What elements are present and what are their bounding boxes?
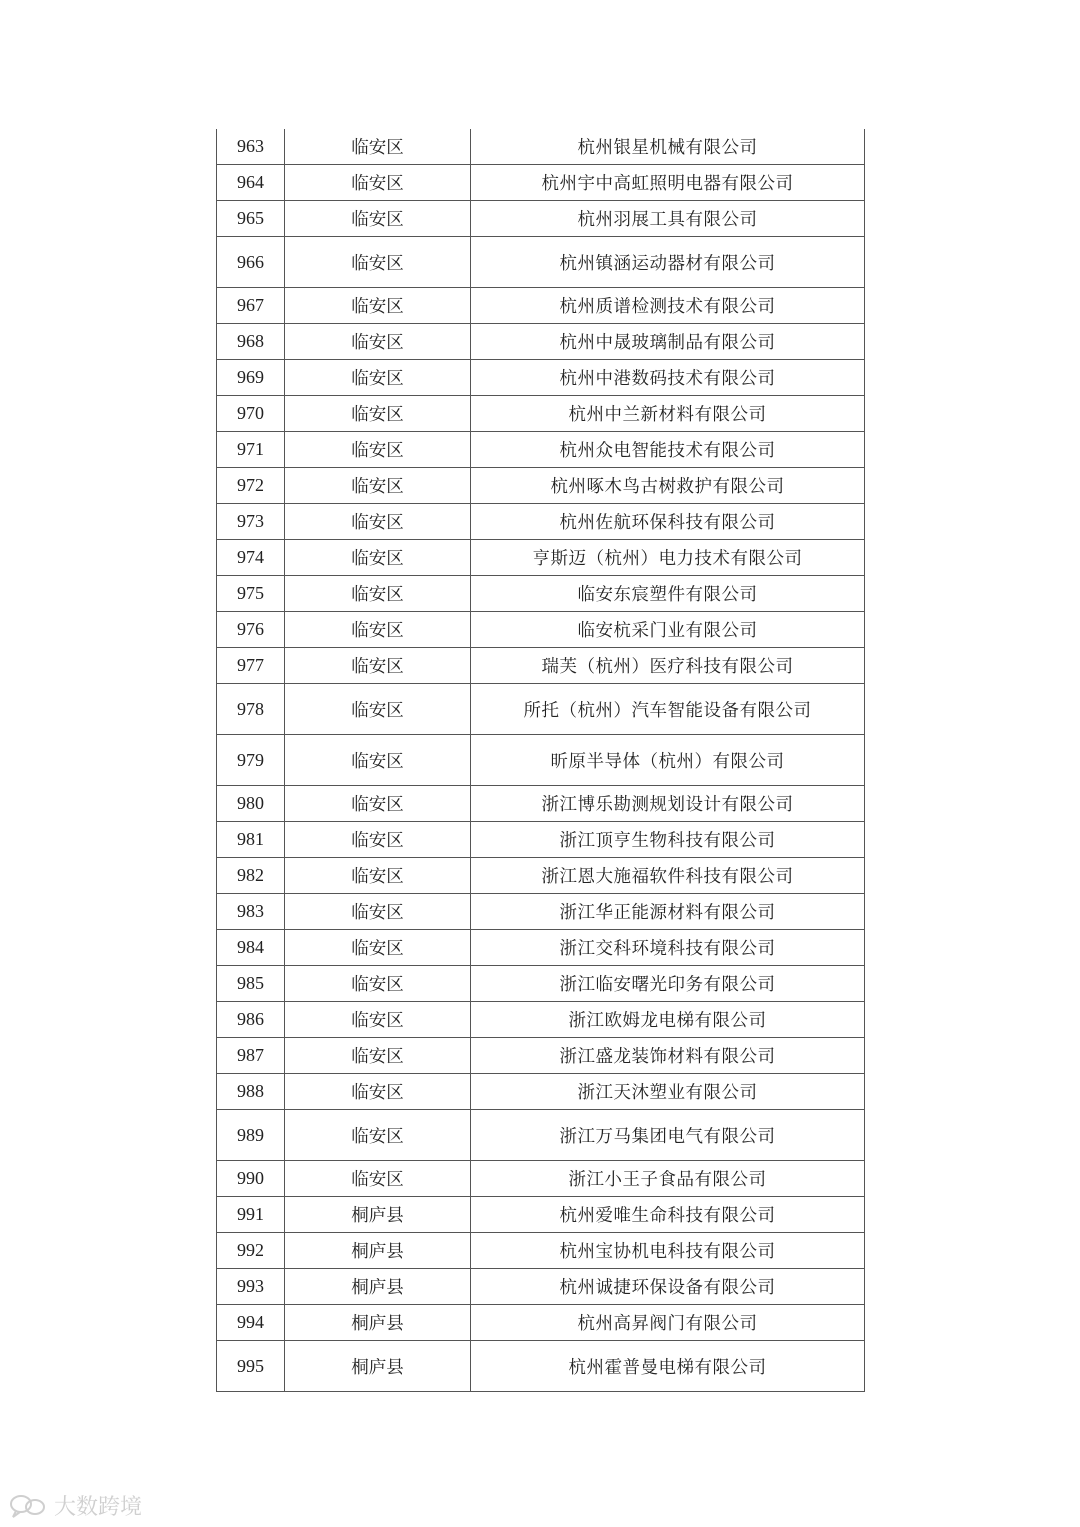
table-row (217, 648, 865, 684)
company-name-cell: 所托（杭州）汽车智能设备有限公司 (471, 684, 865, 735)
table-row (217, 930, 865, 966)
company-name-cell: 浙江欧姆龙电梯有限公司 (471, 1002, 865, 1038)
district-cell: 临安区 (285, 894, 471, 930)
table-row (217, 894, 865, 930)
row-number-cell: 994 (217, 1305, 285, 1341)
row-number-cell: 965 (217, 201, 285, 237)
company-name-cell: 浙江万马集团电气有限公司 (471, 1110, 865, 1161)
district-cell: 临安区 (285, 324, 471, 360)
row-number-cell: 973 (217, 504, 285, 540)
district-cell: 临安区 (285, 966, 471, 1002)
company-name-cell: 临安杭采门业有限公司 (471, 612, 865, 648)
district-cell: 临安区 (285, 540, 471, 576)
row-number-cell: 968 (217, 324, 285, 360)
row-number-cell: 969 (217, 360, 285, 396)
company-name-cell: 浙江顶亨生物科技有限公司 (471, 822, 865, 858)
row-number-cell: 989 (217, 1110, 285, 1161)
table-row (217, 324, 865, 360)
company-name-cell: 杭州高昇阀门有限公司 (471, 1305, 865, 1341)
district-cell: 临安区 (285, 468, 471, 504)
row-number-cell: 967 (217, 288, 285, 324)
district-cell: 临安区 (285, 1161, 471, 1197)
table-row (217, 576, 865, 612)
company-name-cell: 杭州镇涵运动器材有限公司 (471, 237, 865, 288)
district-cell: 桐庐县 (285, 1305, 471, 1341)
table-row (217, 288, 865, 324)
company-name-cell: 临安东宸塑件有限公司 (471, 576, 865, 612)
table-row (217, 396, 865, 432)
company-name-cell: 浙江华正能源材料有限公司 (471, 894, 865, 930)
company-name-cell: 杭州宝协机电科技有限公司 (471, 1233, 865, 1269)
row-number-cell: 995 (217, 1341, 285, 1392)
district-cell: 临安区 (285, 504, 471, 540)
table-row (217, 432, 865, 468)
company-name-cell: 杭州质谱检测技术有限公司 (471, 288, 865, 324)
district-cell: 临安区 (285, 858, 471, 894)
district-cell: 桐庐县 (285, 1269, 471, 1305)
table-body (217, 129, 865, 1392)
table-row (217, 684, 865, 735)
district-cell: 临安区 (285, 576, 471, 612)
table-row (217, 468, 865, 504)
company-name-cell: 昕原半导体（杭州）有限公司 (471, 735, 865, 786)
district-cell: 临安区 (285, 612, 471, 648)
row-number-cell: 984 (217, 930, 285, 966)
company-name-cell: 亨斯迈（杭州）电力技术有限公司 (471, 540, 865, 576)
company-name-cell: 杭州宇中高虹照明电器有限公司 (471, 165, 865, 201)
row-number-cell: 971 (217, 432, 285, 468)
company-name-cell: 杭州中晟玻璃制品有限公司 (471, 324, 865, 360)
district-cell: 临安区 (285, 1074, 471, 1110)
district-cell: 临安区 (285, 684, 471, 735)
watermark (8, 1490, 142, 1521)
district-cell: 临安区 (285, 1110, 471, 1161)
company-name-cell: 杭州银星机械有限公司 (471, 129, 865, 165)
watermark-text: 大数跨境 (54, 1495, 143, 1520)
row-number-cell: 993 (217, 1269, 285, 1305)
table-row (217, 129, 865, 165)
company-name-cell: 浙江恩大施福软件科技有限公司 (471, 858, 865, 894)
table-row (217, 1269, 865, 1305)
company-name-cell: 浙江小王子食品有限公司 (471, 1161, 865, 1197)
company-name-cell: 浙江临安曙光印务有限公司 (471, 966, 865, 1002)
row-number-cell: 983 (217, 894, 285, 930)
company-name-cell: 杭州佐航环保科技有限公司 (471, 504, 865, 540)
district-cell: 桐庐县 (285, 1341, 471, 1392)
table-row (217, 966, 865, 1002)
table-row (217, 735, 865, 786)
table-row (217, 1305, 865, 1341)
table-row (217, 1233, 865, 1269)
table-row (217, 1161, 865, 1197)
table-row (217, 237, 865, 288)
row-number-cell: 970 (217, 396, 285, 432)
row-number-cell: 979 (217, 735, 285, 786)
row-number-cell: 981 (217, 822, 285, 858)
row-number-cell: 977 (217, 648, 285, 684)
district-cell: 临安区 (285, 930, 471, 966)
table-row (217, 540, 865, 576)
table-row (217, 786, 865, 822)
company-name-cell: 杭州众电智能技术有限公司 (471, 432, 865, 468)
row-number-cell: 976 (217, 612, 285, 648)
row-number-cell: 978 (217, 684, 285, 735)
table-row (217, 1197, 865, 1233)
district-cell: 临安区 (285, 396, 471, 432)
company-name-cell: 杭州爱唯生命科技有限公司 (471, 1197, 865, 1233)
table-row (217, 1110, 865, 1161)
company-name-cell: 浙江交科环境科技有限公司 (471, 930, 865, 966)
company-name-cell: 杭州中港数码技术有限公司 (471, 360, 865, 396)
table-row (217, 822, 865, 858)
row-number-cell: 964 (217, 165, 285, 201)
row-number-cell: 991 (217, 1197, 285, 1233)
company-name-cell: 浙江博乐勘测规划设计有限公司 (471, 786, 865, 822)
district-cell: 桐庐县 (285, 1197, 471, 1233)
company-name-cell: 瑞芙（杭州）医疗科技有限公司 (471, 648, 865, 684)
row-number-cell: 992 (217, 1233, 285, 1269)
table-row (217, 612, 865, 648)
table-row (217, 1074, 865, 1110)
table-row (217, 360, 865, 396)
row-number-cell: 980 (217, 786, 285, 822)
district-cell: 临安区 (285, 165, 471, 201)
district-cell: 临安区 (285, 288, 471, 324)
district-cell: 临安区 (285, 237, 471, 288)
row-number-cell: 985 (217, 966, 285, 1002)
district-cell: 临安区 (285, 735, 471, 786)
row-number-cell: 972 (217, 468, 285, 504)
company-name-cell: 杭州诚捷环保设备有限公司 (471, 1269, 865, 1305)
table-row (217, 1341, 865, 1392)
district-cell: 临安区 (285, 648, 471, 684)
district-cell: 临安区 (285, 360, 471, 396)
district-cell: 临安区 (285, 1038, 471, 1074)
district-cell: 临安区 (285, 432, 471, 468)
table-row (217, 1038, 865, 1074)
district-cell: 桐庐县 (285, 1233, 471, 1269)
row-number-cell: 963 (217, 129, 285, 165)
company-name-cell: 浙江天沐塑业有限公司 (471, 1074, 865, 1110)
row-number-cell: 990 (217, 1161, 285, 1197)
row-number-cell: 987 (217, 1038, 285, 1074)
district-cell: 临安区 (285, 129, 471, 165)
table-row (217, 504, 865, 540)
company-list-table (216, 129, 865, 1392)
row-number-cell: 982 (217, 858, 285, 894)
chat-bubbles-logo-icon (8, 1492, 48, 1520)
district-cell: 临安区 (285, 201, 471, 237)
company-name-cell: 杭州霍普曼电梯有限公司 (471, 1341, 865, 1392)
table-row (217, 858, 865, 894)
row-number-cell: 986 (217, 1002, 285, 1038)
row-number-cell: 966 (217, 237, 285, 288)
row-number-cell: 975 (217, 576, 285, 612)
table-row (217, 165, 865, 201)
table-row (217, 1002, 865, 1038)
row-number-cell: 974 (217, 540, 285, 576)
company-name-cell: 杭州啄木鸟古树救护有限公司 (471, 468, 865, 504)
district-cell: 临安区 (285, 786, 471, 822)
district-cell: 临安区 (285, 822, 471, 858)
company-name-cell: 浙江盛龙装饰材料有限公司 (471, 1038, 865, 1074)
row-number-cell: 988 (217, 1074, 285, 1110)
district-cell: 临安区 (285, 1002, 471, 1038)
table-row (217, 201, 865, 237)
company-name-cell: 杭州中兰新材料有限公司 (471, 396, 865, 432)
company-name-cell: 杭州羽展工具有限公司 (471, 201, 865, 237)
